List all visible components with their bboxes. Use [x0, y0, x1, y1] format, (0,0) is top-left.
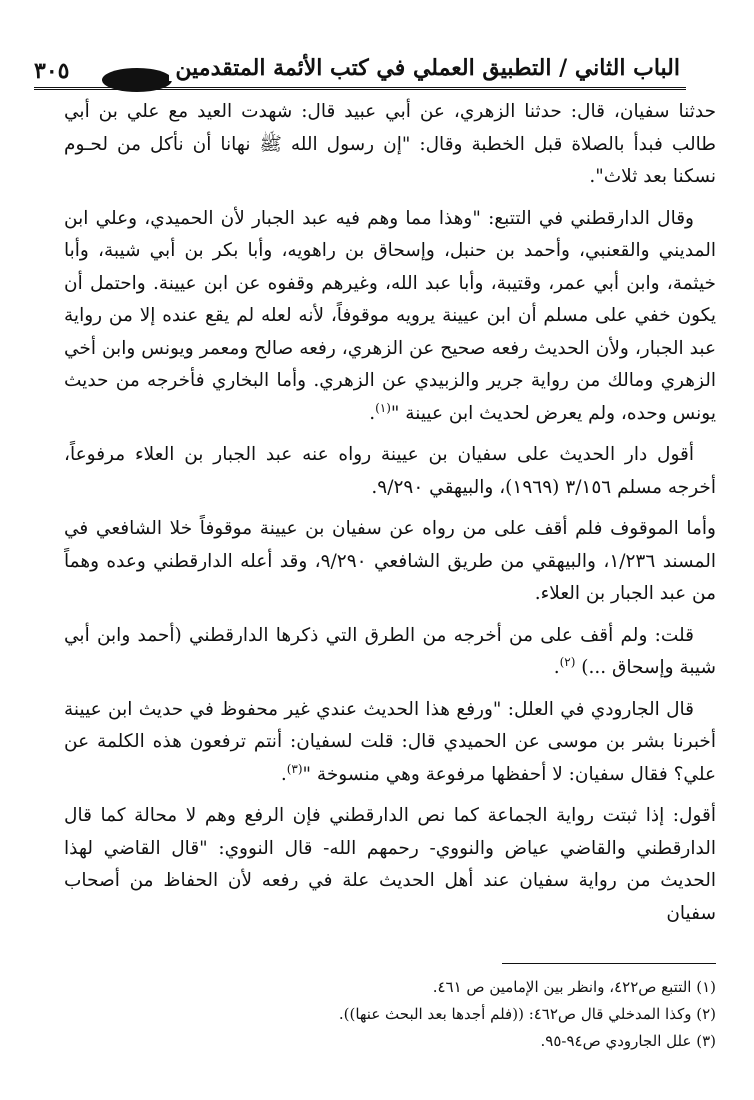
paragraph	[64, 620, 716, 685]
paragraph	[64, 96, 716, 194]
footnotes	[64, 974, 716, 1055]
paragraph-text: وأما الموقوف فلم أقف على من رواه عن سفيان بن عيينة موقوفاً خلا الشافعي في المسند ١/٢٣٦، والبيهقي من طريق الشافعي ٩/٢٩٠، وقد أعله الدارقطني وعده وهماً من عبد الجبار بن العلاء.	[64, 518, 716, 604]
paragraph	[64, 800, 716, 930]
header-ornament-oval	[102, 68, 172, 92]
chapter-title: الباب الثاني / التطبيق العملي في كتب الأئمة المتقدمين	[169, 55, 686, 81]
main-text	[64, 96, 716, 939]
paragraph-text: أقول: إذا ثبتت رواية الجماعة كما نص الدارقطني فإن الرفع وهم لا محالة كما قال الدارقطني والقاضي عياض والنووي- رحمهم الله- قال النووي: "قال القاضي لهذا الحديث من رواية سفيان عند أهل الحديث علة في رفعه لأن الحفاظ من أصحاب سفيان	[64, 805, 716, 924]
footnote-ref[interactable]: (٣)	[286, 761, 303, 776]
paragraph	[64, 513, 716, 611]
paragraph-text: قال الجارودي في العلل: "ورفع هذا الحديث عندي غير محفوظ في حديث ابن عيينة أخبرنا بشر بن موسى عن الحميدي قال: قلت لسفيان: أنتم ترفعون هذه الكلمة عن علي؟ فقال سفيان: لا أحفظها مرفوعة وهي منسوخة "	[64, 698, 716, 785]
paragraph	[64, 439, 716, 504]
footnote-ref[interactable]: (١)	[375, 400, 391, 415]
running-header	[34, 52, 686, 96]
paragraph-text: وقال الدارقطني في التتبع: "وهذا مما وهم فيه عبد الجبار لأن الحميدي، وعلي ابن المديني والقعنبي، وأحمد بن حنبل، وإسحاق بن راهويه، وأبا بكر بن أبي شيبة، وأبا خيثمة، وابن أبي عمر، وقتيبة، وأبا عبد الله، وغيرهم وقفوه عن ابن عيينة. واحتمل أن يكون خفي على مسلم أن ابن عيينة يرويه موقوفاً، لأنه لعله لم يقع عنده إلا من رواية عبد الجبار، ولأن الحديث رفعه صحيح عن الزهري، رفعه صالح ومعمر ويونس وابن أخي الزهري ومالك من رواية جرير والزبيدي عن الزهري. وأما البخاري فأخرجه من حديث يونس وحده، ولم يعرض لحديث ابن عيينة "	[64, 207, 716, 424]
footnote-ref[interactable]: (٢)	[559, 654, 576, 669]
paragraph-tail: .	[280, 763, 287, 785]
paragraph-tail: .	[369, 402, 376, 424]
paragraph	[64, 694, 716, 792]
footnote: (٣) علل الجارودي ص٩٤-٩٥.	[540, 1032, 716, 1050]
paragraph-text: حدثنا سفيان، قال: حدثنا الزهري، عن أبي عبيد قال: شهدت العيد مع علي بن أبي طالب فبدأ بالصلاة قبل الخطبة وقال: "إن رسول الله ﷺ نهانا أن نأكل من لحـوم نسكنا بعد ثلاث".	[64, 101, 716, 187]
paragraph-text: أقول دار الحديث على سفيان بن عيينة رواه عنه عبد الجبار بن العلاء مرفوعاً، أخرجه مسلم ٣/١٥٦ (١٩٦٩)، والبيهقي ٩/٢٩٠.	[64, 444, 716, 498]
paragraph-tail: .	[553, 657, 560, 678]
footnote-divider	[502, 963, 716, 964]
paragraph	[64, 203, 716, 431]
footnote: (٢) وكذا المدخلي قال ص٤٦٢: ((فلم أجدها بعد البحث عنها)).	[338, 1005, 716, 1023]
page-number: ٣٠٥	[34, 58, 73, 84]
paragraph-text: قلت: ولم أقف على من أخرجه من الطرق التي ذكرها الدارقطني (أحمد وابن أبي شيبة وإسحاق ...)	[64, 624, 716, 678]
footnote: (١) التتبع ص٤٢٢، وانظر بين الإمامين ص ٤٦١.	[432, 978, 716, 996]
